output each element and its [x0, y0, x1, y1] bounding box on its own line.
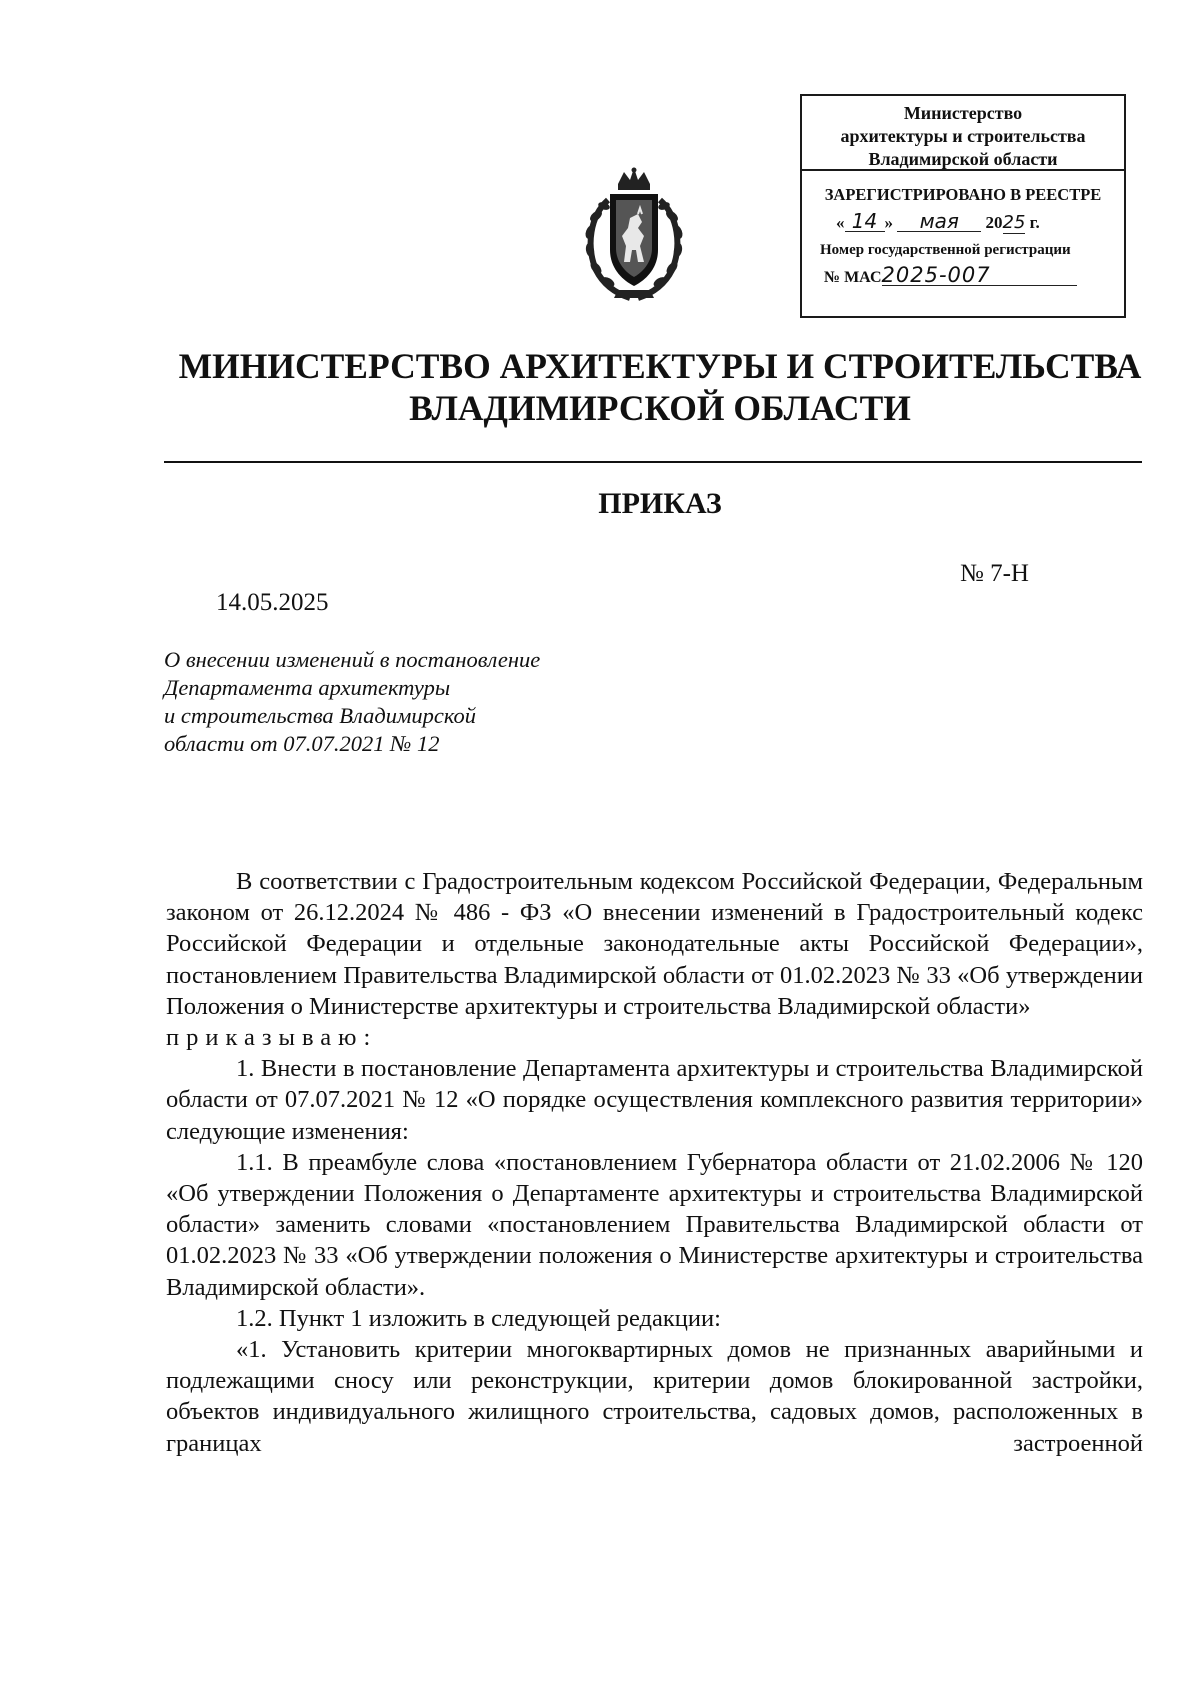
- stamp-date-day: 14: [845, 211, 885, 232]
- stamp-reg-number-prefix: № МАС: [824, 269, 882, 286]
- subject-line: Департамента архитектуры: [164, 675, 451, 700]
- stamp-registered-label: ЗАРЕГИСТРИРОВАНО В РЕЕСТРЕ: [824, 185, 1102, 204]
- subject-line: О внесении изменений в постановление: [164, 647, 541, 672]
- document-type: ПРИКАЗ: [598, 487, 722, 520]
- stamp-date-year-prefix: 20: [985, 213, 1003, 232]
- document-subject: [164, 646, 624, 758]
- stamp-registration-date: [836, 211, 1124, 234]
- order-item-1: 1. Внести в постановление Департамента архитектуры и строительства Владимирской области от 07.07.2021 № 12 «О порядке осуществления комплексного развития территории» следующие изменения:: [166, 1055, 1143, 1145]
- preamble-paragraph: В соответствии с Градостроительным кодексом Российской Федерации, Федеральным законом от 26.12.2024 № 486 - ФЗ «О внесении изменений в Градостроительный кодекс Российской Федерации и отдельные законодательные акты Российской Федерации», постановлением Правительства Владимирской области от 01.02.2023 № 33 «Об утверждении Положения о Министерстве архитектуры и строительства Владимирской области»: [166, 868, 1143, 1020]
- stamp-date-year-unit: г.: [1029, 213, 1040, 232]
- organization-title: [0, 345, 1200, 429]
- stamp-date-open-quote: «: [836, 213, 845, 232]
- stamp-org-line: Владимирской области: [868, 149, 1058, 169]
- subject-line: области от 07.07.2021 № 12: [164, 731, 440, 756]
- document-number: № 7-Н: [960, 560, 1029, 587]
- coat-of-arms-icon: [578, 166, 690, 302]
- stamp-date-month: мая: [897, 211, 981, 232]
- document-body: [166, 866, 1143, 1459]
- organization-title-line: ВЛАДИМИРСКОЙ ОБЛАСТИ: [409, 388, 911, 428]
- registration-stamp: [800, 94, 1126, 318]
- stamp-date-year-suffix: 25: [1002, 212, 1026, 233]
- stamp-reg-number: [824, 265, 1124, 287]
- order-word: приказываю:: [166, 1024, 378, 1052]
- stamp-reg-number-label: Номер государственной регистрации: [820, 242, 1071, 258]
- header-divider: [164, 461, 1142, 463]
- stamp-date-close-quote: »: [884, 213, 893, 232]
- stamp-org-line: Министерство: [903, 103, 1023, 123]
- stamp-org-line: архитектуры и строительства: [840, 126, 1086, 146]
- stamp-organization: [802, 96, 1124, 171]
- quoted-item-1: «1. Установить критерии многоквартирных домов не признанных аварийными и подлежащими сносу или реконструкции, критерии домов блокированной застройки, объектов индивидуального жилищного строительства, садовых домов, расположенных в границах застроенной: [166, 1336, 1143, 1457]
- subject-line: и строительства Владимирской: [164, 703, 477, 728]
- order-item-1-1: 1.1. В преамбуле слова «постановлением Губернатора области от 21.02.2006 № 120 «Об утверждении Положения о Департаменте архитектуры и строительства Владимирской области» заменить словами «постановлением Правительства Владимирской области от 01.02.2023 № 33 «Об утверждении положения о Министерстве архитектуры и строительства Владимирской области».: [166, 1148, 1143, 1301]
- stamp-reg-number-value: 2025-007: [882, 265, 1077, 286]
- order-item-1-2: 1.2. Пункт 1 изложить в следующей редакции:: [236, 1304, 721, 1332]
- organization-title-line: МИНИСТЕРСТВО АРХИТЕКТУРЫ И СТРОИТЕЛЬСТВА: [178, 346, 1142, 386]
- document-date: 14.05.2025: [216, 589, 329, 616]
